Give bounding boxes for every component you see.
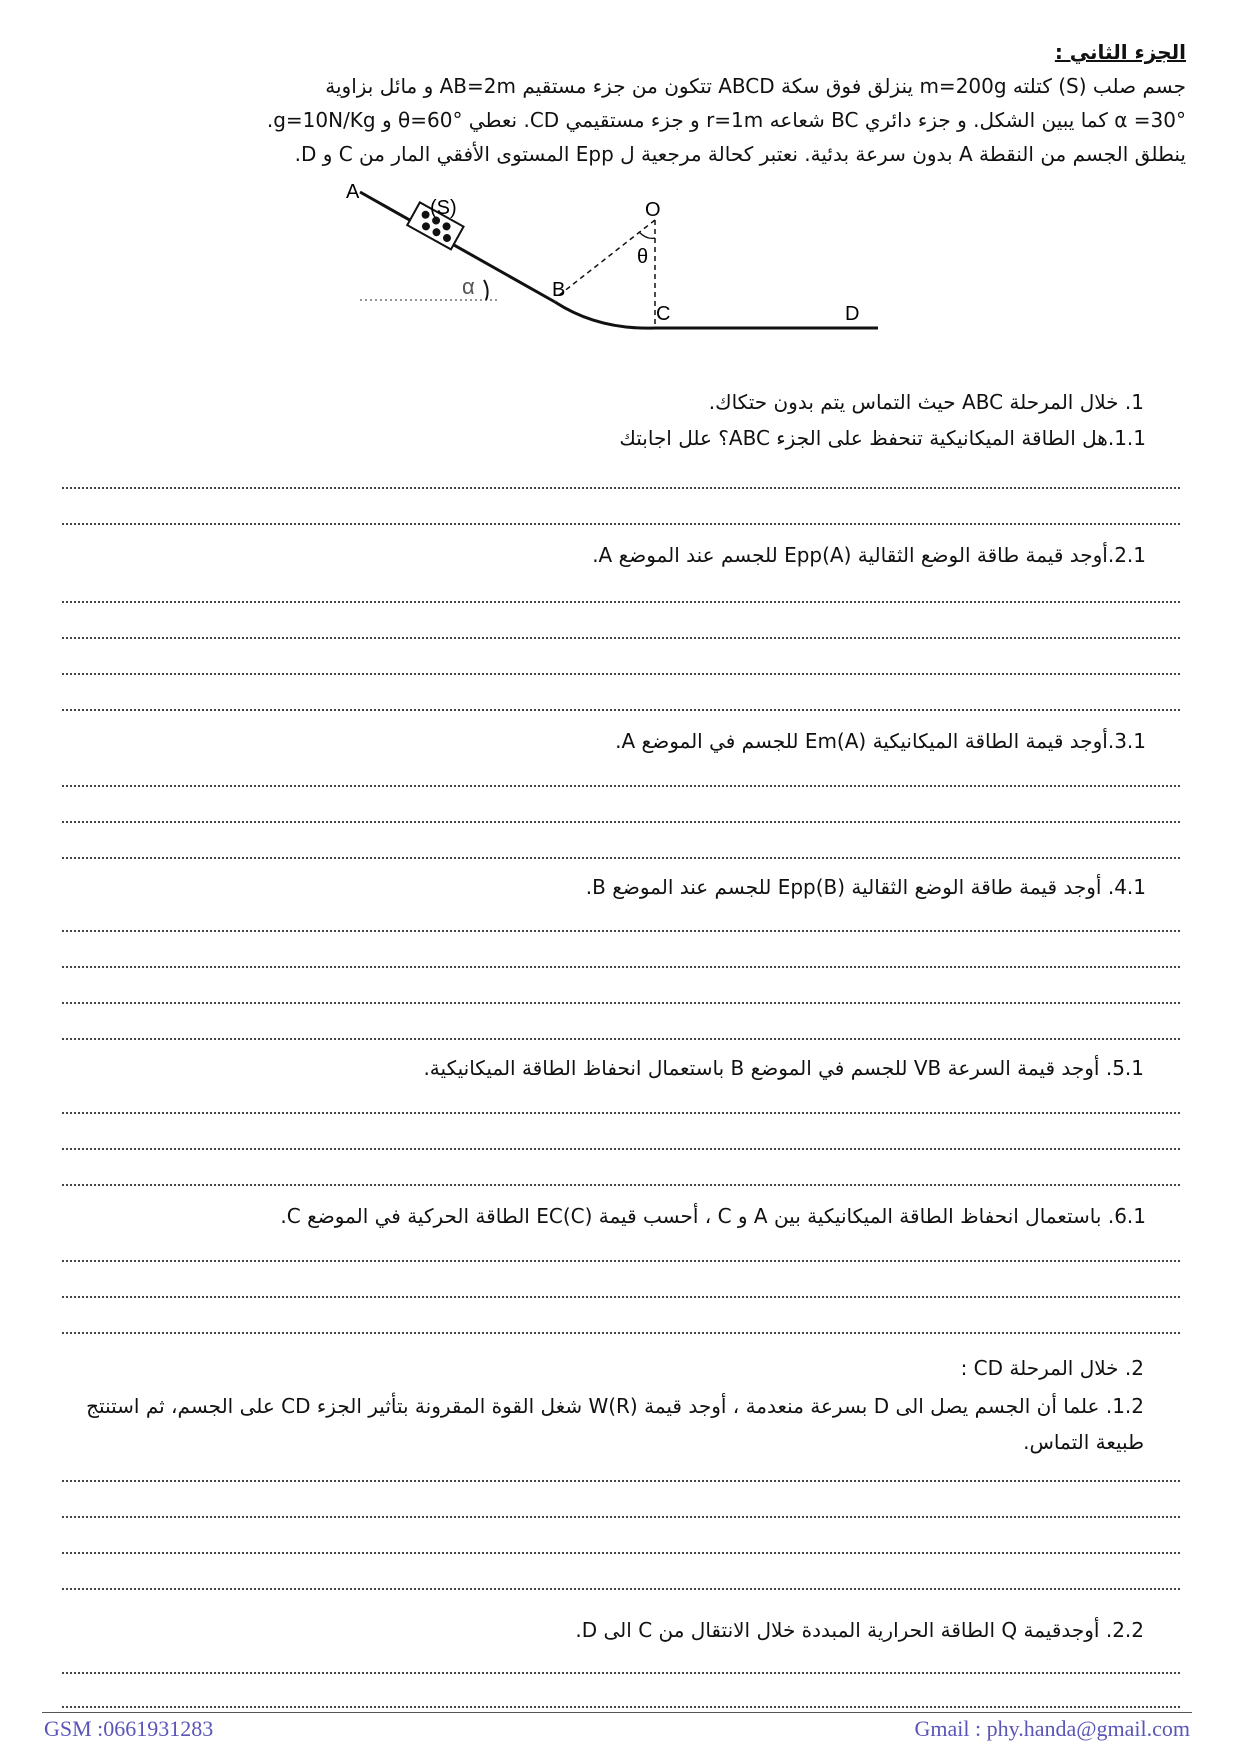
intro-line-2: α =30° كما يبين الشكل. و جزء دائري BC شعاعه r=1m و جزء مستقيمي CD. نعطي θ=60° و g=10N/Kg. (266, 108, 1186, 132)
answer-line (62, 1260, 1180, 1262)
answer-line (62, 1588, 1180, 1590)
question-2: 2. خلال المرحلة CD : (960, 1356, 1144, 1380)
incline-ab (360, 192, 555, 302)
answer-line (62, 1184, 1180, 1186)
answer-line (62, 1672, 1180, 1674)
answer-line (62, 785, 1180, 787)
answer-line (62, 487, 1180, 489)
track-figure (346, 180, 890, 380)
answer-line (62, 930, 1180, 932)
alpha-arc (484, 280, 488, 300)
answer-line (62, 821, 1180, 823)
answer-line (62, 1002, 1180, 1004)
question-2-2: 2.2. أوجدقيمة Q الطاقة الحرارية المبددة خلال الانتقال من C الى D. (575, 1618, 1144, 1642)
footer-gsm: GSM :0661931283 (44, 1716, 214, 1741)
label-alpha: α (462, 274, 475, 299)
label-b: B (552, 279, 566, 301)
answer-line (62, 1480, 1180, 1482)
question-1-3: 3.1.أوجد قيمة الطاقة الميكانيكية Em(A) للجسم في الموضع A. (615, 729, 1146, 753)
answer-line (62, 1552, 1180, 1554)
intro-line-1: جسم صلب (S) كتلته m=200g ينزلق فوق سكة ABCD تتكون من جزء مستقيم AB=2m و مائل بزاوية (325, 74, 1186, 98)
arc-bc (555, 302, 655, 328)
answer-line (62, 1706, 1180, 1708)
question-1-6: 6.1. باستعمال انحفاظ الطاقة الميكانيكية بين A و C ، أحسب قيمة EC(C) الطاقة الحركية في الموضع C. (280, 1204, 1146, 1228)
answer-line (62, 1112, 1180, 1114)
answer-line (62, 1296, 1180, 1298)
question-1-5: 5.1. أوجد قيمة السرعة VB للجسم في الموضع B باستعمال انحفاظ الطاقة الميكانيكية. (423, 1056, 1144, 1080)
answer-line (62, 601, 1180, 603)
label-d: D (845, 303, 860, 325)
answer-line (62, 1148, 1180, 1150)
answer-line (62, 1332, 1180, 1334)
answer-line (62, 1038, 1180, 1040)
label-o: O (645, 199, 661, 221)
question-1-4: 4.1. أوجد قيمة طاقة الوضع الثقالية Epp(B) للجسم عند الموضع B. (585, 875, 1146, 899)
question-1-1: 1.1.هل الطاقة الميكانيكية تنحفظ على الجزء ABC؟ علل اجابتك (619, 426, 1146, 450)
answer-line (62, 673, 1180, 675)
answer-line (62, 523, 1180, 525)
question-2-1: 1.2. علما أن الجسم يصل الى D بسرعة منعدمة ، أوجد قيمة W(R) شغل القوة المقرونة بتأثير الجزء CD على الجسم، ثم استنتج طبيعة التماس. (86, 1394, 1144, 1454)
label-s: (S) (430, 197, 457, 219)
label-c: C (656, 303, 671, 325)
footer-divider (42, 1712, 1192, 1713)
label-a: A (346, 181, 360, 203)
intro-line-3: ينطلق الجسم من النقطة A بدون سرعة بدئية. نعتبر كحالة مرجعية ل Epp المستوى الأفقي المار من C و D. (294, 142, 1186, 166)
answer-line (62, 1516, 1180, 1518)
label-theta: θ (637, 246, 649, 268)
question-1: 1. خلال المرحلة ABC حيث التماس يتم بدون حتكاك. (708, 390, 1144, 414)
question-1-2: 2.1.أوجد قيمة طاقة الوضع الثقالية Epp(A) للجسم عند الموضع A. (592, 543, 1146, 567)
answer-line (62, 709, 1180, 711)
section-title: الجزء الثاني : (1054, 40, 1186, 64)
theta-arc (639, 232, 655, 238)
footer-gmail: Gmail : phy.handa@gmail.com (914, 1716, 1190, 1741)
answer-line (62, 857, 1180, 859)
answer-line (62, 637, 1180, 639)
answer-line (62, 966, 1180, 968)
